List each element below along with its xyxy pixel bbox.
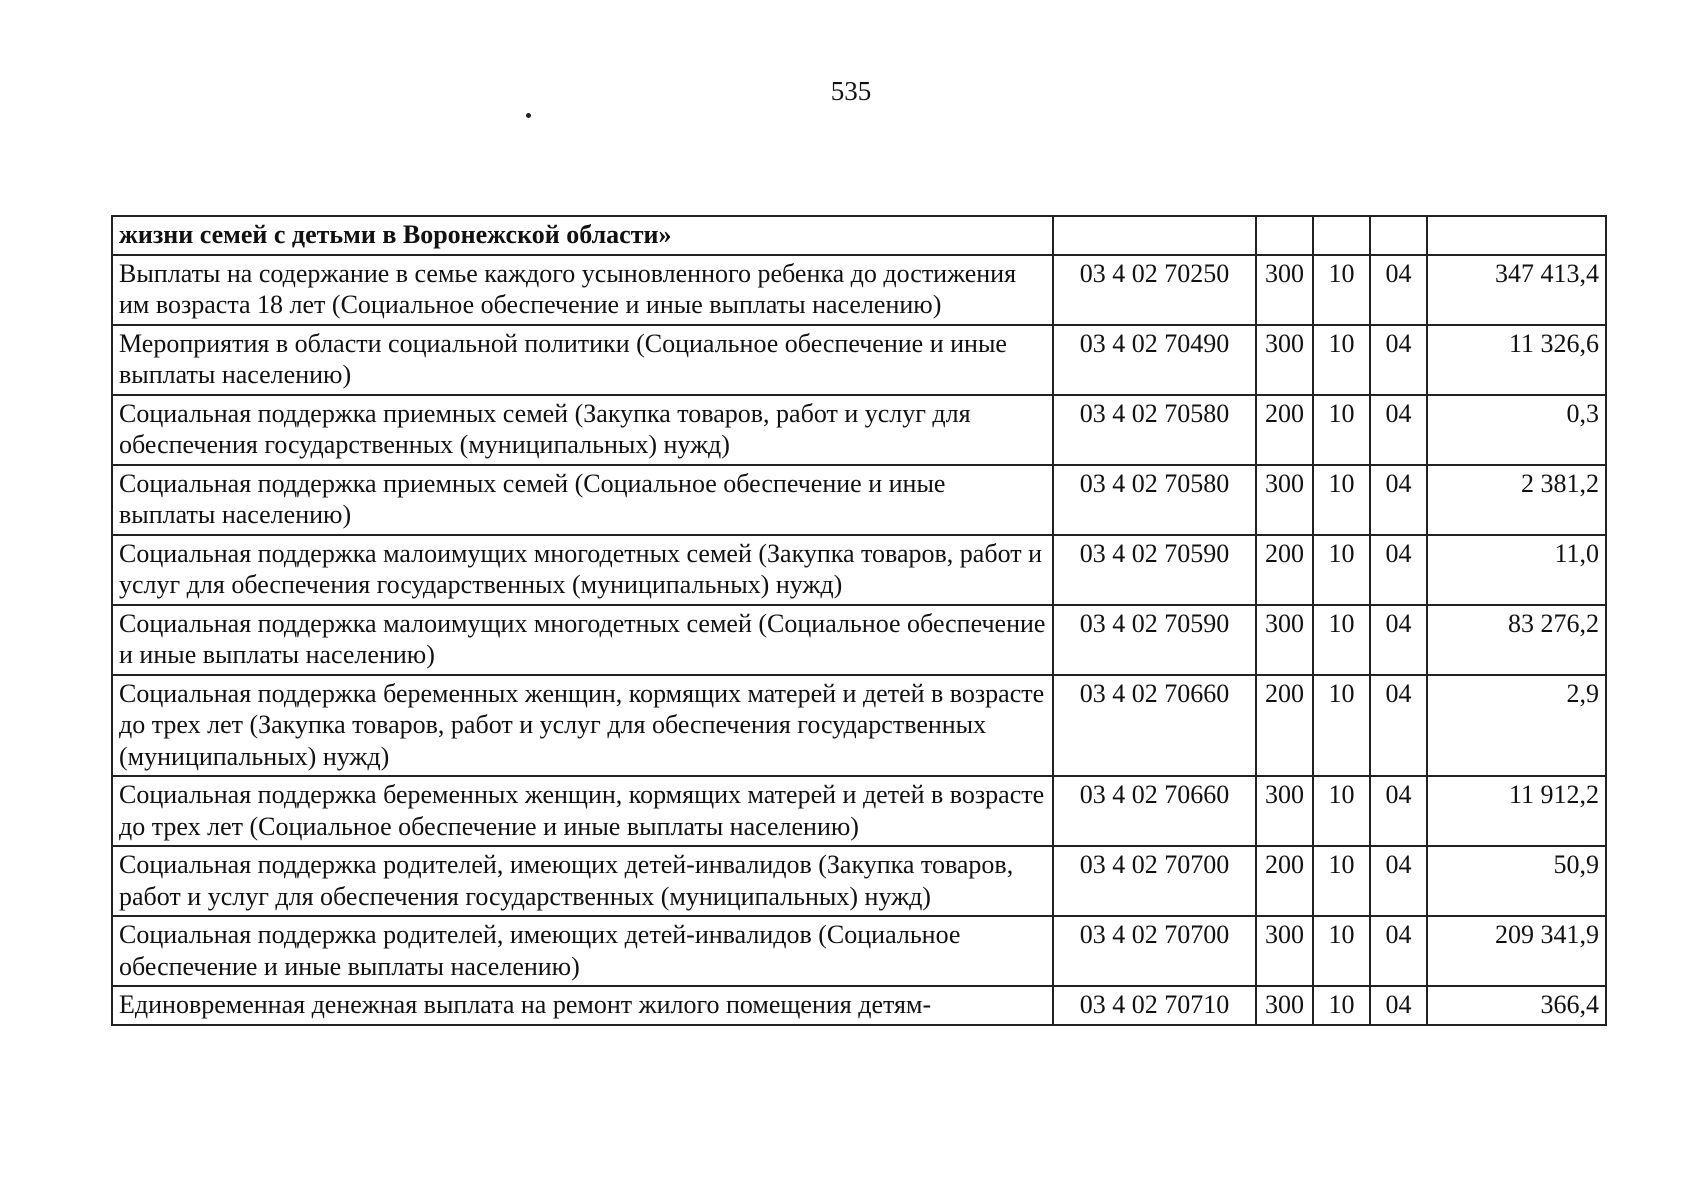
row-name: Социальная поддержка малоимущих многодетных семей (Закупка товаров, работ и услуг для обеспечения государственных (муниципальных) нужд) <box>112 535 1053 605</box>
row-name: Социальная поддержка беременных женщин, кормящих матерей и детей в возрасте до трех лет (Социальное обеспечение и иные выплаты населению) <box>112 776 1053 846</box>
row-expense-type: 300 <box>1256 605 1313 675</box>
row-subsection: 04 <box>1370 465 1427 535</box>
row-amount: 11 326,6 <box>1427 325 1606 395</box>
table-row <box>112 325 1606 395</box>
row-subsection: 04 <box>1370 255 1427 325</box>
row-section: 10 <box>1313 675 1370 777</box>
row-amount: 366,4 <box>1427 986 1606 1025</box>
row-subsection: 04 <box>1370 395 1427 465</box>
table-row <box>112 465 1606 535</box>
continued-heading: жизни семей с детьми в Воронежской области» <box>112 216 1053 255</box>
row-amount: 0,3 <box>1427 395 1606 465</box>
row-expense-type: 300 <box>1256 465 1313 535</box>
row-expense-type: 300 <box>1256 986 1313 1025</box>
row-amount: 83 276,2 <box>1427 605 1606 675</box>
table-continued-heading-row <box>112 216 1606 255</box>
row-expense-type: 200 <box>1256 675 1313 777</box>
row-amount: 2,9 <box>1427 675 1606 777</box>
row-expense-type: 200 <box>1256 395 1313 465</box>
row-section: 10 <box>1313 535 1370 605</box>
row-name: Единовременная денежная выплата на ремонт жилого помещения детям- <box>112 986 1053 1025</box>
page-number: 535 <box>830 76 872 106</box>
row-amount: 50,9 <box>1427 846 1606 916</box>
row-target-code: 03 4 02 70590 <box>1053 605 1256 675</box>
row-target-code: 03 4 02 70580 <box>1053 465 1256 535</box>
table-row <box>112 675 1606 777</box>
row-name: Социальная поддержка родителей, имеющих детей-инвалидов (Социальное обеспечение и иные выплаты населению) <box>112 916 1053 986</box>
row-expense-type: 300 <box>1256 255 1313 325</box>
row-amount: 209 341,9 <box>1427 916 1606 986</box>
row-subsection: 04 <box>1370 986 1427 1025</box>
row-name: Социальная поддержка приемных семей (Закупка товаров, работ и услуг для обеспечения государственных (муниципальных) нужд) <box>112 395 1053 465</box>
row-expense-type: 200 <box>1256 846 1313 916</box>
scan-speck <box>526 113 531 118</box>
row-expense-type: 300 <box>1256 325 1313 395</box>
table-row <box>112 395 1606 465</box>
row-expense-type: 300 <box>1256 776 1313 846</box>
row-subsection: 04 <box>1370 675 1427 777</box>
row-amount: 2 381,2 <box>1427 465 1606 535</box>
table-row <box>112 846 1606 916</box>
empty-cell <box>1427 216 1606 255</box>
row-target-code: 03 4 02 70590 <box>1053 535 1256 605</box>
row-name: Социальная поддержка родителей, имеющих детей-инвалидов (Закупка товаров, работ и услуг для обеспечения государственных (муниципальных) нужд) <box>112 846 1053 916</box>
row-subsection: 04 <box>1370 605 1427 675</box>
row-amount: 347 413,4 <box>1427 255 1606 325</box>
row-expense-type: 200 <box>1256 535 1313 605</box>
row-section: 10 <box>1313 325 1370 395</box>
row-target-code: 03 4 02 70660 <box>1053 675 1256 777</box>
table-row <box>112 776 1606 846</box>
empty-cell <box>1053 216 1256 255</box>
row-name: Социальная поддержка приемных семей (Социальное обеспечение и иные выплаты населению) <box>112 465 1053 535</box>
row-section: 10 <box>1313 916 1370 986</box>
table-row <box>112 605 1606 675</box>
row-section: 10 <box>1313 255 1370 325</box>
row-subsection: 04 <box>1370 776 1427 846</box>
row-amount: 11 912,2 <box>1427 776 1606 846</box>
row-subsection: 04 <box>1370 916 1427 986</box>
budget-table <box>111 215 1607 1026</box>
row-subsection: 04 <box>1370 325 1427 395</box>
row-target-code: 03 4 02 70250 <box>1053 255 1256 325</box>
empty-cell <box>1256 216 1313 255</box>
row-target-code: 03 4 02 70490 <box>1053 325 1256 395</box>
empty-cell <box>1370 216 1427 255</box>
row-target-code: 03 4 02 70700 <box>1053 916 1256 986</box>
table-row <box>112 255 1606 325</box>
row-section: 10 <box>1313 465 1370 535</box>
row-target-code: 03 4 02 70710 <box>1053 986 1256 1025</box>
row-subsection: 04 <box>1370 535 1427 605</box>
table-row <box>112 535 1606 605</box>
empty-cell <box>1313 216 1370 255</box>
table-row <box>112 916 1606 986</box>
row-section: 10 <box>1313 395 1370 465</box>
row-expense-type: 300 <box>1256 916 1313 986</box>
row-subsection: 04 <box>1370 846 1427 916</box>
row-amount: 11,0 <box>1427 535 1606 605</box>
row-name: Социальная поддержка малоимущих многодетных семей (Социальное обеспечение и иные выплаты населению) <box>112 605 1053 675</box>
row-target-code: 03 4 02 70700 <box>1053 846 1256 916</box>
row-section: 10 <box>1313 986 1370 1025</box>
row-target-code: 03 4 02 70580 <box>1053 395 1256 465</box>
row-name: Социальная поддержка беременных женщин, кормящих матерей и детей в возрасте до трех лет (Закупка товаров, работ и услуг для обеспечения государственных (муниципальных) нужд) <box>112 675 1053 777</box>
row-target-code: 03 4 02 70660 <box>1053 776 1256 846</box>
row-name: Выплаты на содержание в семье каждого усыновленного ребенка до достижения им возраста 18 лет (Социальное обеспечение и иные выплаты населению) <box>112 255 1053 325</box>
row-name: Мероприятия в области социальной политики (Социальное обеспечение и иные выплаты населению) <box>112 325 1053 395</box>
row-section: 10 <box>1313 846 1370 916</box>
table-row <box>112 986 1606 1025</box>
row-section: 10 <box>1313 776 1370 846</box>
row-section: 10 <box>1313 605 1370 675</box>
